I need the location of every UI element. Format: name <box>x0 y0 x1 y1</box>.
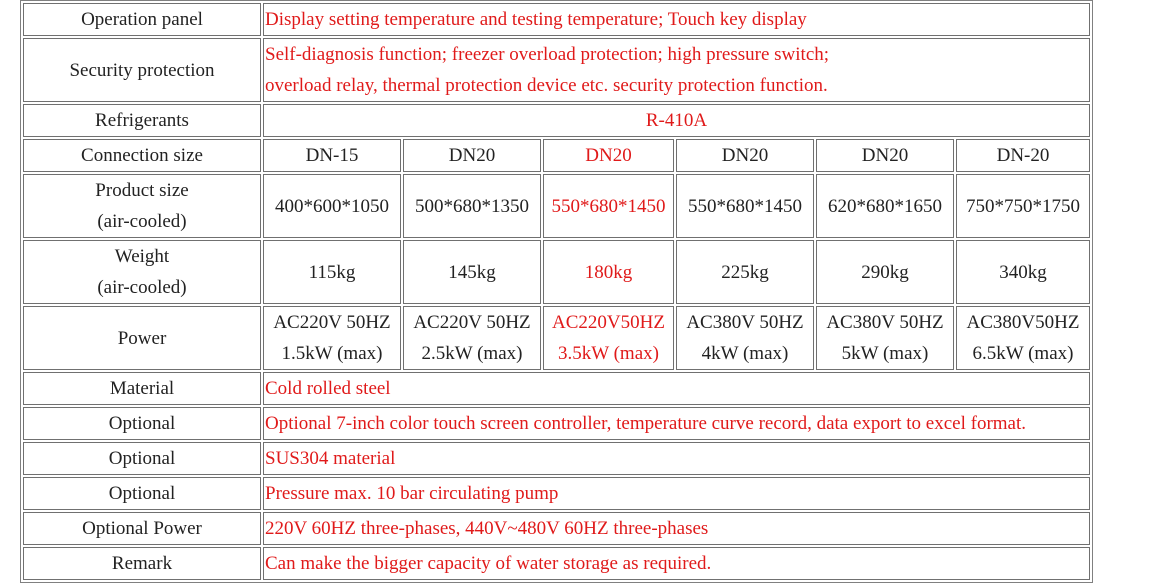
table-cell: 550*680*1450 <box>676 174 814 238</box>
label-line: (air-cooled) <box>97 277 187 298</box>
row-label: Material <box>23 372 261 405</box>
power-voltage: AC380V 50HZ <box>686 312 804 333</box>
label-line: Product size <box>95 180 189 201</box>
row-label: Optional <box>23 442 261 475</box>
power-rating: 2.5kW (max) <box>421 343 523 364</box>
power-rating: 1.5kW (max) <box>281 343 383 364</box>
table-cell: DN20 <box>676 139 814 172</box>
table-cell <box>956 306 1090 370</box>
table-cell <box>816 306 954 370</box>
row-operation-panel <box>23 3 1090 36</box>
power-voltage: AC220V 50HZ <box>273 312 391 333</box>
table-cell: 340kg <box>956 240 1090 304</box>
row-value: R-410A <box>263 104 1090 137</box>
row-label <box>23 174 261 238</box>
row-optional-material <box>23 442 1090 475</box>
power-voltage: AC380V 50HZ <box>826 312 944 333</box>
row-refrigerants <box>23 104 1090 137</box>
table-cell: 180kg <box>543 240 674 304</box>
row-label: Operation panel <box>23 3 261 36</box>
row-power <box>23 306 1090 370</box>
table-cell: 400*600*1050 <box>263 174 401 238</box>
table-cell: 550*680*1450 <box>543 174 674 238</box>
row-material <box>23 372 1090 405</box>
row-optional-controller <box>23 407 1090 440</box>
row-optional-pump <box>23 477 1090 510</box>
power-voltage: AC380V50HZ <box>966 312 1080 333</box>
row-label: Connection size <box>23 139 261 172</box>
row-value: 220V 60HZ three-phases, 440V~480V 60HZ three-phases <box>263 512 1090 545</box>
row-value: Can make the bigger capacity of water storage as required. <box>263 547 1090 580</box>
row-label: Optional <box>23 477 261 510</box>
table-cell <box>676 306 814 370</box>
table-cell: 620*680*1650 <box>816 174 954 238</box>
table-cell: DN20 <box>403 139 541 172</box>
table-cell: 750*750*1750 <box>956 174 1090 238</box>
table-cell: 290kg <box>816 240 954 304</box>
row-remark <box>23 547 1090 580</box>
row-label: Power <box>23 306 261 370</box>
row-label: Optional <box>23 407 261 440</box>
label-line: (air-cooled) <box>97 211 187 232</box>
spec-table <box>20 0 1093 583</box>
table-cell: 500*680*1350 <box>403 174 541 238</box>
power-voltage: AC220V50HZ <box>552 312 665 333</box>
table-cell: 115kg <box>263 240 401 304</box>
row-value <box>263 38 1090 102</box>
row-label: Optional Power <box>23 512 261 545</box>
text-line: overload relay, thermal protection device etc. security protection function. <box>265 75 828 96</box>
table-cell: 225kg <box>676 240 814 304</box>
power-voltage: AC220V 50HZ <box>413 312 531 333</box>
row-label <box>23 240 261 304</box>
power-rating: 5kW (max) <box>841 343 929 364</box>
table-cell <box>403 306 541 370</box>
table-cell: DN-20 <box>956 139 1090 172</box>
row-label: Security protection <box>23 38 261 102</box>
power-rating: 3.5kW (max) <box>558 343 659 364</box>
table-cell: 145kg <box>403 240 541 304</box>
table-cell <box>263 306 401 370</box>
table-cell: DN20 <box>543 139 674 172</box>
row-product-size <box>23 174 1090 238</box>
table-cell: DN20 <box>816 139 954 172</box>
power-rating: 4kW (max) <box>701 343 789 364</box>
row-value: Optional 7-inch color touch screen controller, temperature curve record, data export to excel format. <box>263 407 1090 440</box>
text-line: Self-diagnosis function; freezer overload protection; high pressure switch; <box>265 44 830 65</box>
row-value: SUS304 material <box>263 442 1090 475</box>
label-line: Weight <box>114 246 170 267</box>
row-label: Refrigerants <box>23 104 261 137</box>
row-value: Display setting temperature and testing temperature; Touch key display <box>263 3 1090 36</box>
table-cell <box>543 306 674 370</box>
row-label: Remark <box>23 547 261 580</box>
row-value: Cold rolled steel <box>263 372 1090 405</box>
table-cell: DN-15 <box>263 139 401 172</box>
row-value: Pressure max. 10 bar circulating pump <box>263 477 1090 510</box>
row-connection-size <box>23 139 1090 172</box>
row-optional-power <box>23 512 1090 545</box>
row-weight <box>23 240 1090 304</box>
row-security-protection <box>23 38 1090 102</box>
power-rating: 6.5kW (max) <box>972 343 1074 364</box>
